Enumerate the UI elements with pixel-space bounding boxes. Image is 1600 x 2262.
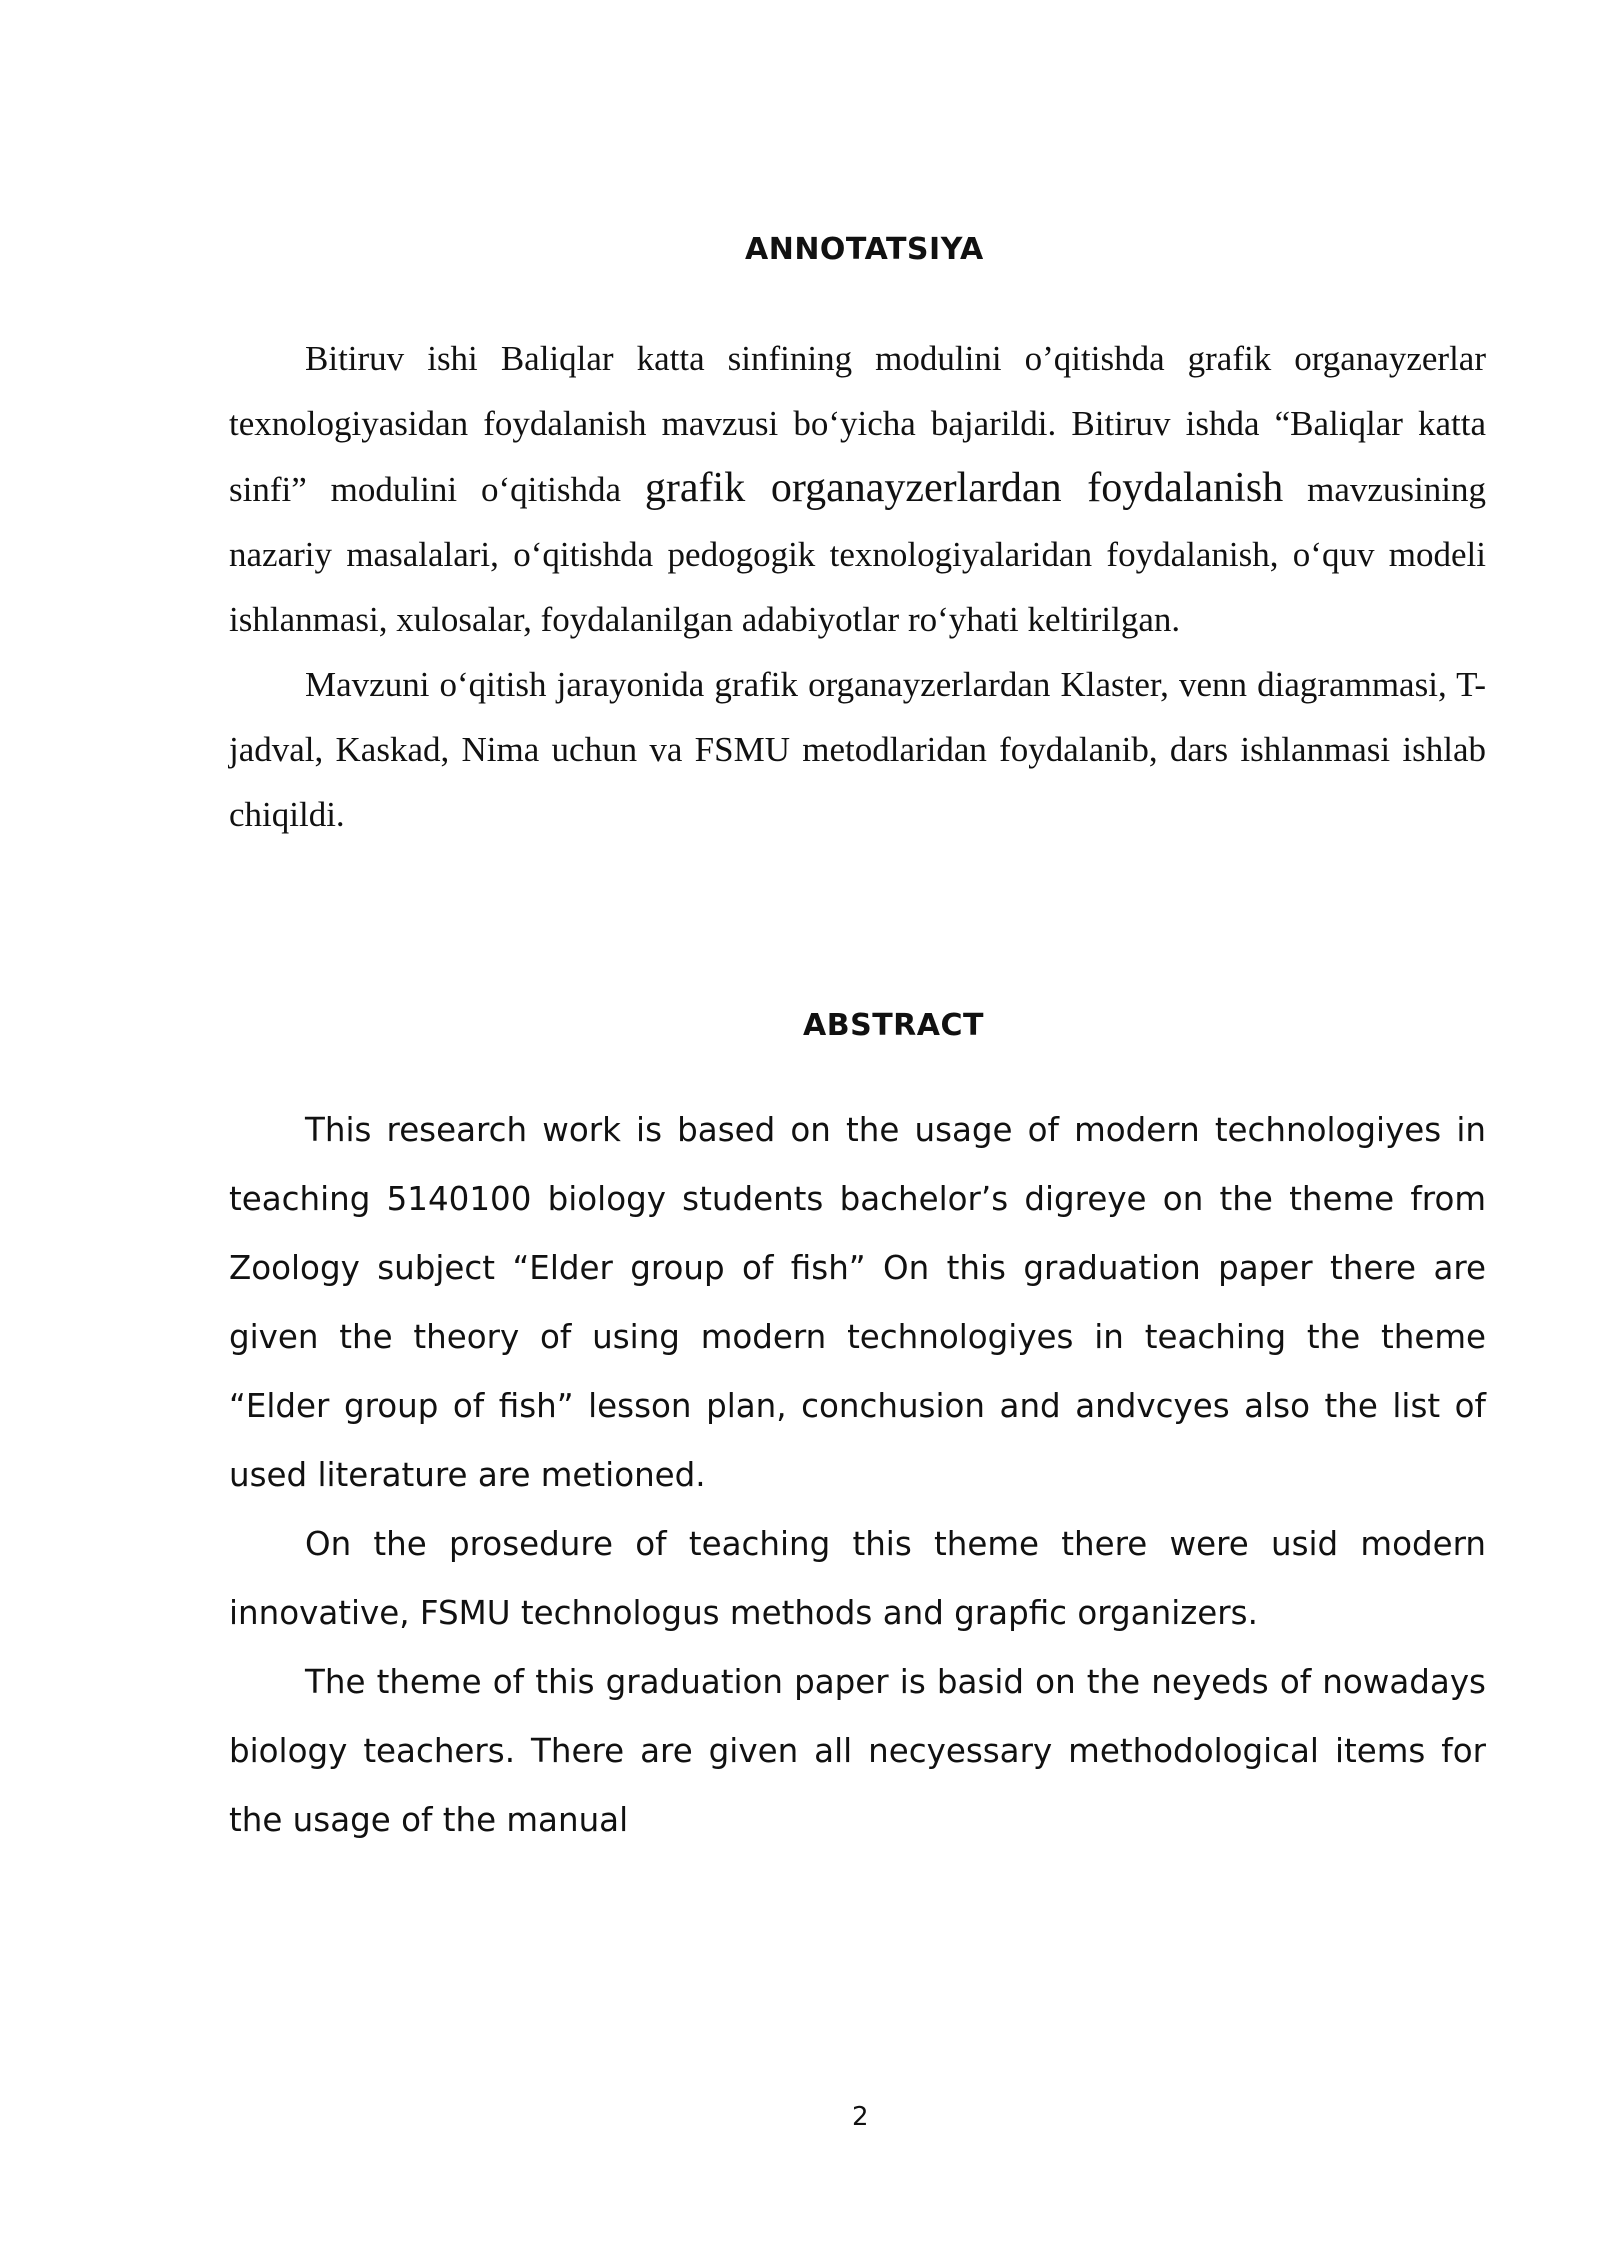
annotation-section — [229, 326, 1486, 847]
abstract-paragraph-1: This research work is based on the usage of modern technologiyes in teaching 5140100 biology students bachelor’s digreye on the theme from Zoology subject “Elder group of fish” On this graduation paper there are given the theory of using modern technologiyes in teaching the theme “Elder group of fish” lesson plan, conchusion and andvcyes also the list of used literature are metioned. — [229, 1111, 1486, 1494]
abstract-paragraph-2: On the prosedure of teaching this theme there were usid modern innovative, FSMU technologus methods and grapfic organizers. — [229, 1525, 1486, 1632]
abstract-section — [229, 1096, 1486, 1855]
page-number: 2 — [852, 2102, 869, 2132]
annotation-heading: ANNOTATSIYA — [745, 232, 984, 267]
annotation-p1-text-a: Bitiruv ishi Baliqlar katta sinfining modulini o’qitishda grafik organayzerlar texnologiyasidan foydalanish mavzusi bo‘yicha bajarildi. Bitiruv ishda “Baliqlar katta sinfi” modulini o‘qitishda — [229, 339, 1486, 509]
abstract-paragraph-3: The theme of this graduation paper is basid on the neyeds of nowadays biology teachers. There are given all necyessary methodological items for the usage of the manual — [229, 1663, 1486, 1839]
annotation-p1-text-large: grafik organayzerlardan foydalanish — [644, 465, 1284, 511]
annotation-paragraph-1 — [229, 326, 1486, 652]
annotation-p1-text-b: mavzusining nazariy masalalari, o‘qitishda pedogogik texnologiyalaridan foydalanish, o‘quv modeli ishlanmasi, xulosalar, foydalanilgan adabiyotlar ro‘yhati keltirilgan. — [229, 470, 1486, 639]
abstract-heading: ABSTRACT — [803, 1008, 984, 1043]
annotation-paragraph-2: Mavzuni o‘qitish jarayonida grafik organayzerlardan Klaster, venn diagrammasi, T-jadval, Kaskad, Nima uchun va FSMU metodlaridan foydalanib, dars ishlanmasi ishlab chiqildi. — [229, 665, 1486, 834]
